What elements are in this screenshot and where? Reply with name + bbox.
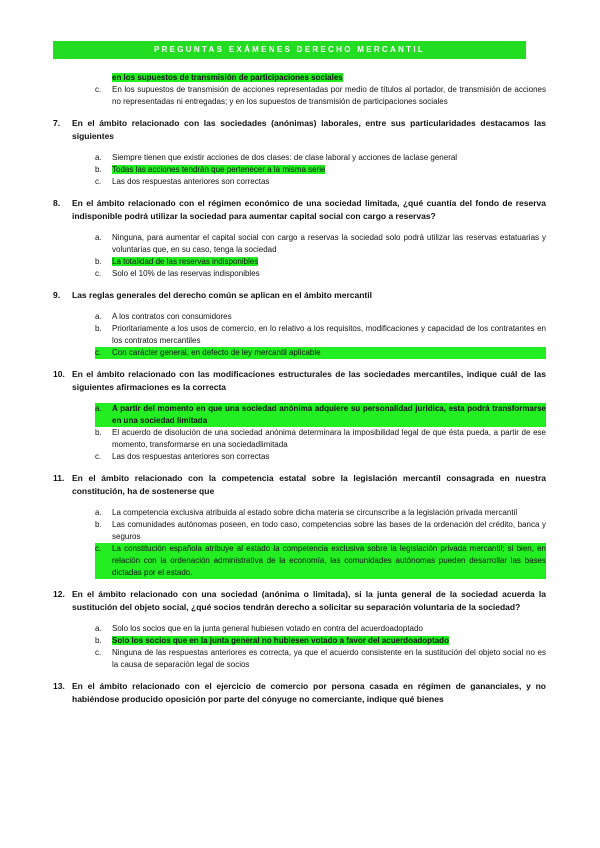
question-number: 9.	[53, 290, 61, 300]
option-text: Las comunidades autónomas poseen, en todo caso, competencias sobre las bases de la ordenación del crédito, banca y seguros	[112, 520, 546, 541]
question-text: En el ámbito relacionado con las sociedades (anónimas) laborales, entre sus particularidades destacamos las siguientes	[72, 118, 546, 141]
question-text: En el ámbito relacionado con el ejercicio de comercio por persona casada en régimen de gananciales, y no habiéndose producido oposición por parte del cónyuge no comerciante, indique qué bienes	[72, 681, 546, 704]
option-a	[95, 232, 546, 256]
option-text-highlighted: La totalidad de las reservas indisponibles	[112, 257, 259, 266]
option-c	[95, 451, 546, 463]
question-9	[53, 289, 546, 302]
option-c	[95, 543, 546, 579]
question-10	[53, 368, 546, 394]
option-letter: b.	[95, 636, 102, 645]
option-text: en los supuestos de transmisión de participaciones sociales	[112, 73, 343, 82]
option-text-highlighted: A partir del momento en que una sociedad anónima adquiere su personalidad jurídica, esta podrá transformarse en una sociedad limitada	[112, 404, 546, 425]
question-number: 13.	[53, 681, 65, 691]
option-a	[95, 507, 546, 519]
option-c	[95, 176, 546, 188]
question-13	[53, 680, 546, 706]
question-text: Las reglas generales del derecho común se aplican en el ámbito mercantil	[72, 290, 372, 300]
option-letter: c.	[95, 348, 102, 357]
question-number: 10.	[53, 369, 65, 379]
question-number: 12.	[53, 589, 65, 599]
option-text: Solo los socios que en la junta general hubiesen votado en contra del acuerdoadoptado	[112, 624, 423, 633]
option-letter: c.	[95, 85, 102, 94]
option-letter: b.	[95, 257, 102, 266]
option-text: Siempre tienen que existir acciones de dos clases: de clase laboral y acciones de laclase general	[112, 153, 458, 162]
option-b	[95, 427, 546, 451]
question-number: 8.	[53, 198, 61, 208]
option-a	[95, 311, 546, 323]
option-text: Solo el 10% de las reservas indisponibles	[112, 269, 260, 278]
option-text: Prioritariamente a los usos de comercio, en lo relativo a los requisitos, modificaciones y capacidad de los contratantes en los contratos mercantiles	[112, 324, 546, 345]
option-text-highlighted: Con carácter general, en defecto de ley mercantil aplicable	[112, 348, 321, 357]
question-text: En el ámbito relacionado con una sociedad (anónima o limitada), si la junta general de la sociedad acuerda la sustitución del objeto social, ¿qué socios tendrán derecho a solicitar su separación voluntaria de la sociedad?	[72, 589, 546, 612]
question-8-options	[95, 232, 546, 280]
question-10-options	[95, 403, 546, 463]
question-text: En el ámbito relacionado con las modificaciones estructurales de las sociedades mercantiles, indique cuál de las siguientes afirmaciones es la correcta	[72, 369, 546, 392]
question-9-options	[95, 311, 546, 359]
option-text: Las dos respuestas anteriores son correctas	[112, 177, 270, 186]
option-a	[95, 152, 546, 164]
option-letter: c.	[95, 452, 102, 461]
option-letter: b.	[95, 165, 102, 174]
question-number: 11.	[53, 473, 65, 483]
carryover-option-c	[95, 84, 546, 108]
option-text: En los supuestos de transmisión de acciones representadas por medio de títulos al portador, de transmisión de acciones no representadas ni entregadas; y en los supuestos de transmisión de participaciones sociales	[112, 85, 546, 106]
option-text: A los contratos con consumidores	[112, 312, 232, 321]
option-letter: b.	[95, 324, 102, 333]
option-letter: a.	[95, 404, 102, 413]
option-letter: c.	[95, 177, 102, 186]
option-text: El acuerdo de disolución de una sociedad anónima determinara la imposibilidad legal de que ésta pueda, a partir de ese momento, transformarse en una sociedadlimitada	[112, 428, 546, 449]
question-12	[53, 588, 546, 614]
option-letter: a.	[95, 233, 102, 242]
question-11-options	[95, 507, 546, 579]
option-letter: c.	[95, 269, 102, 278]
option-text-highlighted: Todas las acciones tendrán que pertenecer a la misma serie	[112, 165, 326, 174]
option-b	[95, 256, 546, 268]
question-11	[53, 472, 546, 498]
carryover-option-b	[95, 72, 546, 84]
question-8	[53, 197, 546, 223]
option-b	[95, 635, 546, 647]
option-b	[95, 323, 546, 347]
option-b	[95, 519, 546, 543]
carryover-options	[95, 72, 546, 108]
option-letter: a.	[95, 153, 102, 162]
option-text: La competencia exclusiva atribuida al estado sobre dicha materia se circunscribe a la legislación privada mercantil	[112, 508, 518, 517]
option-a	[95, 403, 546, 427]
option-text: Ninguna, para aumentar el capital social con cargo a reservas la sociedad solo podrá utilizar las reservas estatuarias y voluntarias que, en su caso, tenga la sociedad	[112, 233, 546, 254]
option-c	[95, 268, 546, 280]
document-body	[0, 72, 600, 706]
question-text: En el ámbito relacionado con el régimen económico de una sociedad limitada, ¿qué cuantía del fondo de reserva indisponible podrá utilizar la sociedad para aumentar capital social con cargo a reservas?	[72, 198, 546, 221]
option-text-highlighted: La constitución española atribuye al estado la competencia exclusiva sobre la legislación privada mercantil; si bien, en relación con la ordenación administrativa de la economía, las comunidades autónomas pueden desarrollar las bases dictadas por el estado.	[112, 544, 546, 577]
option-c	[95, 647, 546, 671]
option-letter: b.	[95, 428, 102, 437]
question-7-options	[95, 152, 546, 188]
option-text: Las dos respuestas anteriores son correctas	[112, 452, 270, 461]
option-letter: c.	[95, 544, 102, 553]
question-text: En el ámbito relacionado con la competencia estatal sobre la legislación mercantil consagrada en nuestra constitución, ha de sostenerse que	[72, 473, 546, 496]
option-a	[95, 623, 546, 635]
question-number: 7.	[53, 118, 61, 128]
question-12-options	[95, 623, 546, 671]
option-letter: b.	[95, 520, 102, 529]
document-title: PREGUNTAS EXÁMENES DERECHO MERCANTIL	[153, 45, 426, 54]
question-7	[53, 117, 546, 143]
option-letter: a.	[95, 508, 102, 517]
option-text: Ninguna de las respuestas anteriores es correcta, ya que el acuerdo consistente en la sustitución del objeto social no es la causa de separación legal de socios	[112, 648, 546, 669]
option-b	[95, 164, 546, 176]
option-c	[95, 347, 546, 359]
option-letter: a.	[95, 624, 102, 633]
option-letter: a.	[95, 312, 102, 321]
option-letter: c.	[95, 648, 102, 657]
document-header-banner	[53, 41, 526, 59]
option-text-highlighted: Solo los socios que en la junta general no hubiesen votado a favor del acuerdoadoptado	[112, 636, 449, 645]
